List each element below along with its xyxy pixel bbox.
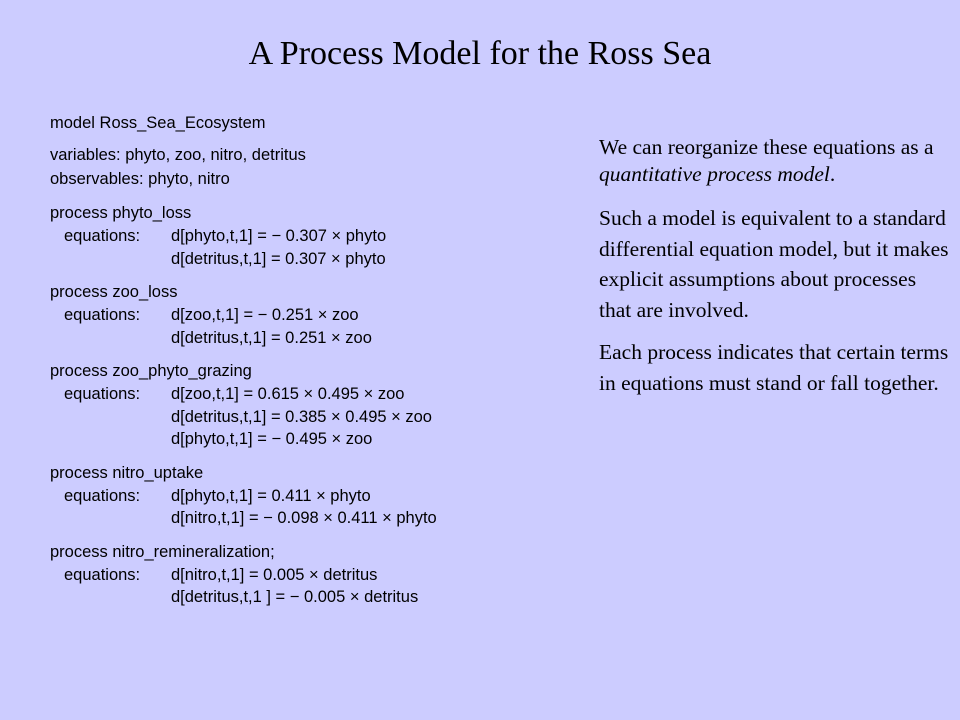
equation-text: d[zoo,t,1] = − 0.251 × zoo	[171, 306, 359, 324]
process-block	[50, 280, 570, 349]
equations-label: equations:	[64, 486, 141, 505]
equations-label	[50, 327, 171, 350]
equation-text: d[nitro,t,1] = 0.005 × detritus	[171, 565, 378, 584]
equation-row	[50, 428, 570, 451]
process-name: process nitro_remineralization;	[50, 542, 275, 561]
variables-line: variables: phyto, zoo, nitro, detritus	[50, 146, 306, 164]
equations-label	[50, 586, 171, 609]
equation-text: d[nitro,t,1] = − 0.098 × 0.411 × phyto	[171, 509, 437, 527]
equations-label	[50, 248, 171, 271]
process-list	[50, 201, 570, 609]
description-paragraph-1	[599, 134, 949, 187]
equations-label: equations:	[64, 306, 141, 324]
equations-label	[50, 428, 171, 451]
equation-row	[50, 564, 570, 587]
equations-label	[50, 406, 171, 429]
description-paragraph-2: Such a model is equivalent to a standard differential equation model, but it makes explicit assumptions about processes that are involved.	[599, 206, 949, 322]
equation-row	[50, 383, 570, 406]
equations-label: equations:	[64, 565, 141, 584]
equation-row	[50, 225, 570, 248]
equation-text: d[phyto,t,1] = − 0.495 × zoo	[171, 430, 373, 448]
equations-label	[50, 507, 171, 530]
process-name: process nitro_uptake	[50, 463, 204, 482]
description-panel	[599, 134, 949, 415]
model-header: model Ross_Sea_Ecosystem	[50, 114, 266, 132]
process-name: process zoo_loss	[50, 283, 178, 301]
process-block	[50, 201, 570, 270]
equation-text: d[phyto,t,1] = 0.411 × phyto	[171, 486, 371, 505]
equation-row	[50, 406, 570, 429]
description-text: We can reorganize these equations as a	[599, 135, 934, 159]
equation-row	[50, 507, 570, 530]
slide-title: A Process Model for the Ross Sea	[248, 35, 712, 72]
equation-text: d[zoo,t,1] = 0.615 × 0.495 × zoo	[171, 385, 405, 403]
equation-row	[50, 304, 570, 327]
equation-row	[50, 586, 570, 609]
equation-text: d[detritus,t,1 ] = − 0.005 × detritus	[171, 588, 419, 606]
process-name: process zoo_phyto_grazing	[50, 362, 252, 380]
process-name: process phyto_loss	[50, 204, 192, 222]
equation-text: d[detritus,t,1] = 0.307 × phyto	[171, 249, 386, 268]
description-text: .	[829, 161, 836, 186]
equations-label: equations:	[64, 227, 141, 245]
model-listing	[50, 111, 570, 609]
description-paragraph-3: Each process indicates that certain terms in equations must stand or fall together.	[599, 340, 949, 395]
process-block	[50, 359, 570, 451]
equation-text: d[phyto,t,1] = − 0.307 × phyto	[171, 227, 387, 245]
observables-line: observables: phyto, nitro	[50, 170, 230, 188]
equation-row	[50, 248, 570, 271]
equation-text: d[detritus,t,1] = 0.385 × 0.495 × zoo	[171, 407, 432, 426]
equations-label: equations:	[64, 385, 141, 403]
process-block	[50, 540, 570, 609]
equation-text: d[detritus,t,1] = 0.251 × zoo	[171, 328, 372, 347]
equation-row	[50, 327, 570, 350]
description-emphasis: quantitative process model	[599, 161, 830, 186]
process-block	[50, 461, 570, 530]
equation-row	[50, 485, 570, 508]
